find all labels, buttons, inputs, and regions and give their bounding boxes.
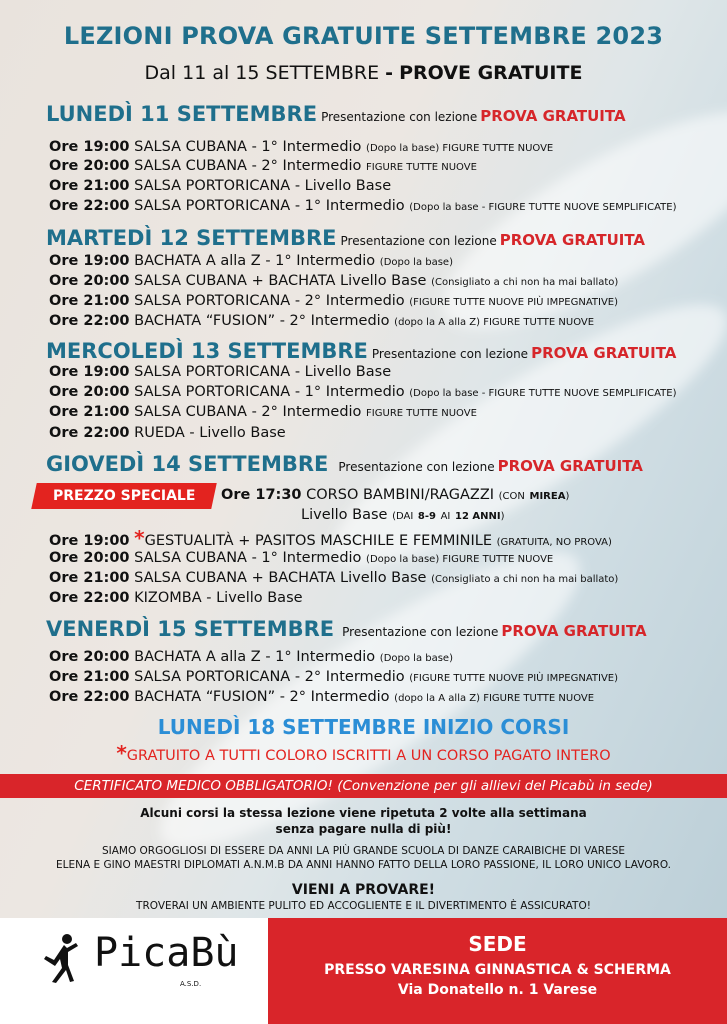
lesson-time: Ore 21:00 [49,404,130,420]
presentation-text: Presentazione con lezione [342,625,499,639]
lesson-text: BACHATA A alla Z - 1° Intermedio [134,649,376,665]
come-try-heading: VIENI A PROVARE! [291,882,436,898]
day-heading-tuesday [46,226,645,250]
age-from: 8-9 [417,511,436,522]
start-courses-heading: LUNEDÌ 18 SETTEMBRE INIZIO CORSI [157,715,570,739]
welcome-line: TROVERAI UN AMBIENTE PULITO ED ACCOGLIENTE E IL DIVERTIMENTO È ASSICURATO! [136,900,591,912]
lesson-row [49,549,553,569]
special-lesson-row [221,486,569,506]
prova-label: PROVA GRATUITA [497,457,643,475]
logo-subtext: A.S.D. [180,980,202,988]
lesson-note: ) [565,491,570,502]
lesson-time: Ore 20:00 [49,158,130,174]
lesson-row [49,312,594,332]
lesson-time: Ore 22:00 [49,425,130,441]
presentation-text: Presentazione con lezione [338,460,495,474]
subtitle-bold: PROVE GRATUITE [399,62,583,84]
repeat-note-2: senza pagare nulla di più! [275,822,452,836]
day-heading-wednesday [46,339,676,363]
lesson-text: SALSA PORTORICANA - 2° Intermedio [134,293,405,309]
lesson-note: (Dopo la base - FIGURE TUTTE NUOVE SEMPLIFICATE) [409,202,677,213]
day-name: VENERDÌ 15 SETTEMBRE [46,617,335,641]
age-note: AI [440,511,451,522]
lesson-row [49,424,286,444]
lesson-note: (Dopo la base) [379,653,453,664]
presentation-text: Presentazione con lezione [321,110,478,124]
badge-label: PREZZO SPECIALE [52,488,196,504]
lesson-text: SALSA PORTORICANA - 1° Intermedio [134,198,405,214]
lesson-row [49,363,391,383]
lesson-text: SALSA CUBANA + BACHATA Livello Base [134,273,427,289]
lesson-note: (Dopo la base) FIGURE TUTTE NUOVE [366,143,554,154]
lesson-row [49,648,453,668]
lesson-row [49,688,594,708]
lesson-text: CORSO BAMBINI/RAGAZZI [306,487,495,503]
presentation-text: Presentazione con lezione [371,347,529,361]
lesson-note: (Dopo la base) [379,257,453,268]
lesson-note: FIGURE TUTTE NUOVE [366,408,477,419]
day-name: LUNEDÌ 11 SETTEMBRE [46,102,318,126]
prova-label: PROVA GRATUITA [501,622,647,640]
lesson-time: Ore 20:00 [49,273,130,289]
special-lesson-level [301,506,505,526]
lesson-text: BACHATA A alla Z - 1° Intermedio [134,253,376,269]
lesson-text: SALSA PORTORICANA - Livello Base [134,364,392,380]
lesson-time: Ore 21:00 [49,178,130,194]
prova-label: PROVA GRATUITA [499,231,646,249]
lesson-row [49,252,453,272]
lesson-text: KIZOMBA - Livello Base [134,590,303,606]
lesson-note: (CON [498,491,525,502]
location-address: Via Donatello n. 1 Varese [397,982,598,998]
lesson-text: SALSA CUBANA - 2° Intermedio [134,158,362,174]
lesson-note: (Consigliato a chi non ha mai ballato) [431,277,619,288]
repeat-note: Alcuni corsi la stessa lezione viene ripetuta 2 volte alla settimana [140,806,587,820]
instructor-name: MIREA [529,491,566,502]
lesson-row [49,589,303,609]
age-note: ) [500,511,505,522]
day-name: GIOVEDÌ 14 SETTEMBRE [46,452,329,476]
lesson-time: Ore 19:00 [49,253,130,269]
logo-wordmark: PicaBù [94,930,239,976]
lesson-row [49,157,477,177]
prova-label: PROVA GRATUITA [480,107,626,125]
medical-certificate-banner: CERTIFICATO MEDICO OBBLIGATORIO! (Convenzione per gli allievi del Picabù in sede) [0,774,727,798]
free-note-text: GRATUITO A TUTTI COLORO ISCRITTI A UN CORSO PAGATO INTERO [126,748,611,764]
lesson-note: (FIGURE TUTTE NUOVE PIÙ IMPEGNATIVE) [409,297,619,308]
lesson-time: Ore 22:00 [49,590,130,606]
lesson-row [49,383,676,403]
lesson-row [49,569,618,589]
lesson-text: GESTUALITÀ + PASITOS MASCHILE E FEMMINILE [144,533,492,549]
special-price-badge [31,483,217,509]
lesson-time: Ore 20:00 [49,649,130,665]
lesson-time: Ore 21:00 [49,570,130,586]
lesson-level: Livello Base [301,507,388,523]
lesson-row [49,272,618,292]
free-note [0,741,727,765]
lesson-text: BACHATA “FUSION” - 2° Intermedio [134,313,390,329]
lesson-note: (Dopo la base) FIGURE TUTTE NUOVE [366,554,554,565]
day-name: MARTEDÌ 12 SETTEMBRE [46,226,337,250]
lesson-time: Ore 17:30 [221,487,302,503]
page-title: LEZIONI PROVA GRATUITE SETTEMBRE 2023 [63,22,664,50]
lesson-row [49,177,391,197]
lesson-time: Ore 22:00 [49,198,130,214]
subtitle-dash: - [385,62,394,84]
lesson-text: SALSA CUBANA - 1° Intermedio [134,139,362,155]
lesson-note: (dopo la A alla Z) FIGURE TUTTE NUOVE [394,693,595,704]
lesson-text: SALSA PORTORICANA - 2° Intermedio [134,669,405,685]
asterisk-icon: * [116,741,127,765]
lesson-time: Ore 19:00 [49,533,130,549]
lesson-text: RUEDA - Livello Base [134,425,286,441]
subtitle-range: Dal 11 al 15 SETTEMBRE [144,62,380,84]
lesson-note: (FIGURE TUTTE NUOVE PIÙ IMPEGNATIVE) [409,673,619,684]
footer-location [268,918,727,1024]
lesson-text: SALSA CUBANA + BACHATA Livello Base [134,570,427,586]
lesson-time: Ore 22:00 [49,313,130,329]
lesson-text: SALSA CUBANA - 2° Intermedio [134,404,362,420]
lesson-row [49,138,553,158]
lesson-time: Ore 19:00 [49,364,130,380]
lesson-time: Ore 20:00 [49,384,130,400]
lesson-text: SALSA CUBANA - 1° Intermedio [134,550,362,566]
lesson-row [49,403,477,423]
prova-label: PROVA GRATUITA [531,344,677,362]
day-heading-thursday [46,452,643,476]
age-note: (DAI [392,511,414,522]
lesson-note: (Dopo la base - FIGURE TUTTE NUOVE SEMPLIFICATE) [409,388,677,399]
lesson-time: Ore 21:00 [49,293,130,309]
lesson-note: (dopo la A alla Z) FIGURE TUTTE NUOVE [394,317,595,328]
lesson-row [49,197,676,217]
lesson-note: FIGURE TUTTE NUOVE [366,162,477,173]
dancer-logo-icon [40,932,82,984]
location-title: SEDE [468,932,527,956]
lesson-time: Ore 19:00 [49,139,130,155]
lesson-time: Ore 21:00 [49,669,130,685]
about-line-2: ELENA E GINO MAESTRI DIPLOMATI A.N.M.B DA ANNI HANNO FATTO DELLA LORO PASSIONE, IL LORO UNICO LAVORO. [55,859,671,871]
day-heading-friday [46,617,647,641]
lesson-row [49,292,618,312]
location-venue: PRESSO VARESINA GINNASTICA & SCHERMA [324,962,671,978]
day-heading-monday [46,102,626,126]
lesson-note: (GRATUITA, NO PROVA) [496,537,612,548]
lesson-text: SALSA PORTORICANA - 1° Intermedio [134,384,405,400]
lesson-text: SALSA PORTORICANA - Livello Base [134,178,392,194]
lesson-row [49,668,618,688]
lesson-text: BACHATA “FUSION” - 2° Intermedio [134,689,390,705]
presentation-text: Presentazione con lezione [340,234,497,248]
asterisk-icon: * [134,526,145,550]
day-name: MERCOLEDÌ 13 SETTEMBRE [46,339,368,363]
lesson-time: Ore 22:00 [49,689,130,705]
lesson-note: (Consigliato a chi non ha mai ballato) [431,574,619,585]
page-subtitle [0,62,727,84]
about-line-1: SIAMO ORGOGLIOSI DI ESSERE DA ANNI LA PIÙ GRANDE SCUOLA DI DANZE CARAIBICHE DI VARESE [101,845,626,857]
lesson-time: Ore 20:00 [49,550,130,566]
age-to: 12 ANNI [455,511,501,522]
